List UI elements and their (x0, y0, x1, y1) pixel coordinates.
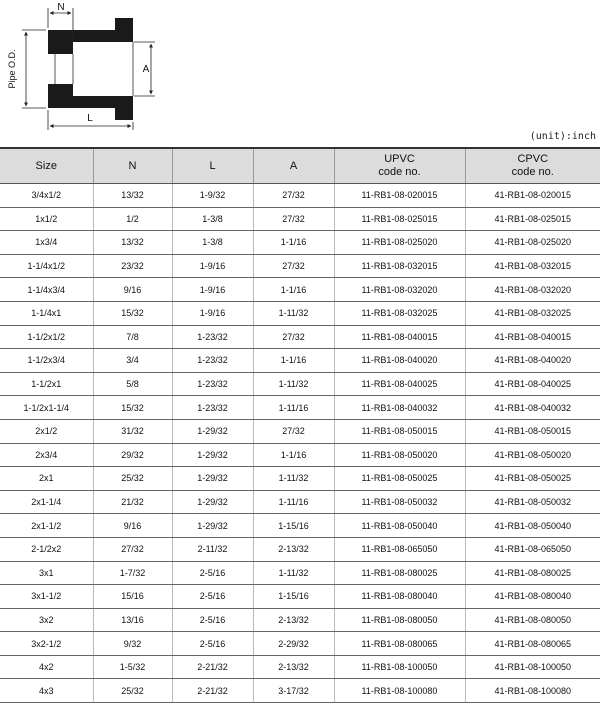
cell-a: 2-13/32 (253, 537, 334, 561)
cell-a: 1-1/16 (253, 278, 334, 302)
cell-upvc-code: 11-RB1-08-032025 (334, 301, 465, 325)
cell-n: 27/32 (93, 537, 172, 561)
cell-a: 2-29/32 (253, 632, 334, 656)
cell-upvc-code: 11-RB1-08-040020 (334, 349, 465, 373)
table-row (0, 184, 600, 208)
cell-upvc-code: 11-RB1-08-050040 (334, 514, 465, 538)
cell-a: 27/32 (253, 254, 334, 278)
cell-n: 13/32 (93, 184, 172, 208)
cell-l: 1-29/32 (172, 490, 253, 514)
unit-note: (unit):inch (529, 131, 596, 142)
cell-upvc-code: 11-RB1-08-080025 (334, 561, 465, 585)
cell-size: 3x1-1/2 (0, 585, 93, 609)
cell-a: 27/32 (253, 207, 334, 231)
dim-label-a: A (142, 64, 150, 75)
cell-upvc-code: 11-RB1-08-080040 (334, 585, 465, 609)
table-row (0, 372, 600, 396)
cell-size: 1-1/4x1 (0, 301, 93, 325)
table-body (0, 184, 600, 703)
cell-n: 31/32 (93, 419, 172, 443)
cell-n: 1/2 (93, 207, 172, 231)
cell-l: 2-21/32 (172, 679, 253, 703)
column-header-l (172, 148, 253, 184)
table-row (0, 419, 600, 443)
cell-l: 2-5/16 (172, 608, 253, 632)
cell-size: 1-1/2x1-1/4 (0, 396, 93, 420)
table-row (0, 207, 600, 231)
cell-a: 1-11/16 (253, 490, 334, 514)
bushing-top-wall (48, 18, 133, 54)
cell-cpvc-code: 41-RB1-08-080050 (465, 608, 600, 632)
dim-label-n: N (57, 2, 65, 13)
cell-upvc-code: 11-RB1-08-050015 (334, 419, 465, 443)
cell-upvc-code: 11-RB1-08-040032 (334, 396, 465, 420)
cell-l: 1-9/16 (172, 254, 253, 278)
cell-n: 15/16 (93, 585, 172, 609)
table-row (0, 655, 600, 679)
cell-size: 1-1/4x3/4 (0, 278, 93, 302)
column-header-sublabel: code no. (511, 166, 554, 178)
cell-l: 1-29/32 (172, 514, 253, 538)
cell-a: 27/32 (253, 184, 334, 208)
cell-cpvc-code: 41-RB1-08-040015 (465, 325, 600, 349)
cell-cpvc-code: 41-RB1-08-050015 (465, 419, 600, 443)
cell-n: 9/16 (93, 514, 172, 538)
cell-l: 2-11/32 (172, 537, 253, 561)
cell-n: 7/8 (93, 325, 172, 349)
cell-n: 15/32 (93, 396, 172, 420)
cell-cpvc-code: 41-RB1-08-080065 (465, 632, 600, 656)
table-row (0, 490, 600, 514)
table-row (0, 467, 600, 491)
cell-size: 1x1/2 (0, 207, 93, 231)
cell-a: 1-11/32 (253, 467, 334, 491)
cell-upvc-code: 11-RB1-08-050020 (334, 443, 465, 467)
cell-size: 2x3/4 (0, 443, 93, 467)
cell-upvc-code: 11-RB1-08-065050 (334, 537, 465, 561)
cell-l: 1-29/32 (172, 443, 253, 467)
dim-label-l: L (87, 113, 93, 124)
column-header-a (253, 148, 334, 184)
column-header-label: L (209, 159, 216, 172)
cell-cpvc-code: 41-RB1-08-040025 (465, 372, 600, 396)
cell-upvc-code: 11-RB1-08-100050 (334, 655, 465, 679)
cell-size: 4x3 (0, 679, 93, 703)
cell-cpvc-code: 41-RB1-08-050025 (465, 467, 600, 491)
cell-size: 3x1 (0, 561, 93, 585)
cell-cpvc-code: 41-RB1-08-080040 (465, 585, 600, 609)
cell-l: 1-23/32 (172, 349, 253, 373)
cell-l: 1-9/32 (172, 184, 253, 208)
cell-cpvc-code: 41-RB1-08-032015 (465, 254, 600, 278)
cell-upvc-code: 11-RB1-08-040025 (334, 372, 465, 396)
cell-l: 2-5/16 (172, 561, 253, 585)
cell-l: 2-5/16 (172, 585, 253, 609)
cell-l: 1-23/32 (172, 325, 253, 349)
cell-a: 1-1/16 (253, 349, 334, 373)
cell-a: 1-15/16 (253, 585, 334, 609)
table-row (0, 231, 600, 255)
cell-upvc-code: 11-RB1-08-050025 (334, 467, 465, 491)
column-header-cpvc-code (465, 148, 600, 184)
bushing-cross-section-diagram (0, 0, 200, 140)
cell-n: 13/16 (93, 608, 172, 632)
cell-a: 27/32 (253, 325, 334, 349)
bushing-spec-table (0, 147, 600, 703)
cell-a: 27/32 (253, 419, 334, 443)
table-row (0, 632, 600, 656)
cell-n: 3/4 (93, 349, 172, 373)
cell-l: 1-3/8 (172, 207, 253, 231)
cell-size: 1-1/4x1/2 (0, 254, 93, 278)
cell-l: 1-9/16 (172, 278, 253, 302)
table-row (0, 608, 600, 632)
cell-cpvc-code: 41-RB1-08-080025 (465, 561, 600, 585)
cell-size: 3/4x1/2 (0, 184, 93, 208)
cell-size: 2x1-1/4 (0, 490, 93, 514)
cell-a: 1-15/16 (253, 514, 334, 538)
cell-cpvc-code: 41-RB1-08-050020 (465, 443, 600, 467)
cell-a: 1-1/16 (253, 443, 334, 467)
cell-cpvc-code: 41-RB1-08-025020 (465, 231, 600, 255)
cell-cpvc-code: 41-RB1-08-050040 (465, 514, 600, 538)
cell-a: 1-1/16 (253, 231, 334, 255)
cell-cpvc-code: 41-RB1-08-040020 (465, 349, 600, 373)
table-row (0, 679, 600, 703)
cell-upvc-code: 11-RB1-08-050032 (334, 490, 465, 514)
cell-cpvc-code: 41-RB1-08-025015 (465, 207, 600, 231)
cell-size: 1-1/2x1/2 (0, 325, 93, 349)
table-row (0, 514, 600, 538)
table-row (0, 585, 600, 609)
column-header-label: N (128, 159, 137, 172)
column-header-size (0, 148, 93, 184)
cell-n: 13/32 (93, 231, 172, 255)
cell-n: 25/32 (93, 679, 172, 703)
cell-cpvc-code: 41-RB1-08-040032 (465, 396, 600, 420)
cell-l: 1-23/32 (172, 396, 253, 420)
cell-upvc-code: 11-RB1-08-032020 (334, 278, 465, 302)
cell-n: 25/32 (93, 467, 172, 491)
table-row (0, 254, 600, 278)
cell-cpvc-code: 41-RB1-08-050032 (465, 490, 600, 514)
cell-size: 4x2 (0, 655, 93, 679)
column-header-upvc-code (334, 148, 465, 184)
cell-size: 2x1-1/2 (0, 514, 93, 538)
cell-a: 1-11/16 (253, 396, 334, 420)
cell-n: 9/16 (93, 278, 172, 302)
table-row (0, 561, 600, 585)
table-row (0, 301, 600, 325)
column-header-label: Size (35, 159, 57, 172)
header-row (0, 148, 600, 184)
cell-size: 1x3/4 (0, 231, 93, 255)
cell-n: 9/32 (93, 632, 172, 656)
cell-cpvc-code: 41-RB1-08-065050 (465, 537, 600, 561)
table-header (0, 148, 600, 184)
cell-a: 1-11/32 (253, 301, 334, 325)
table-row (0, 325, 600, 349)
cell-upvc-code: 11-RB1-08-020015 (334, 184, 465, 208)
dim-label-pipe-od: Pipe O.D. (7, 49, 17, 89)
cell-a: 1-11/32 (253, 561, 334, 585)
cell-l: 1-23/32 (172, 372, 253, 396)
cell-a: 1-11/32 (253, 372, 334, 396)
cell-l: 1-29/32 (172, 419, 253, 443)
column-header-label: A (289, 159, 298, 172)
cell-cpvc-code: 41-RB1-08-020015 (465, 184, 600, 208)
cell-l: 1-9/16 (172, 301, 253, 325)
column-header-n (93, 148, 172, 184)
cell-n: 1-7/32 (93, 561, 172, 585)
table-row (0, 349, 600, 373)
table-row (0, 443, 600, 467)
cell-size: 2x1 (0, 467, 93, 491)
table-row (0, 278, 600, 302)
cell-l: 2-21/32 (172, 655, 253, 679)
cell-size: 3x2-1/2 (0, 632, 93, 656)
cell-upvc-code: 11-RB1-08-100080 (334, 679, 465, 703)
cell-size: 3x2 (0, 608, 93, 632)
cell-n: 5/8 (93, 372, 172, 396)
column-header-label: CPVC (517, 153, 549, 165)
cell-upvc-code: 11-RB1-08-040015 (334, 325, 465, 349)
column-header-sublabel: code no. (378, 166, 421, 178)
cell-size: 2-1/2x2 (0, 537, 93, 561)
cell-size: 1-1/2x1 (0, 372, 93, 396)
cell-size: 1-1/2x3/4 (0, 349, 93, 373)
cell-upvc-code: 11-RB1-08-025020 (334, 231, 465, 255)
cell-upvc-code: 11-RB1-08-025015 (334, 207, 465, 231)
cell-cpvc-code: 41-RB1-08-100050 (465, 655, 600, 679)
cell-l: 2-5/16 (172, 632, 253, 656)
cell-a: 2-13/32 (253, 608, 334, 632)
cell-upvc-code: 11-RB1-08-080050 (334, 608, 465, 632)
table-row (0, 537, 600, 561)
cell-l: 1-29/32 (172, 467, 253, 491)
cell-l: 1-3/8 (172, 231, 253, 255)
cell-n: 15/32 (93, 301, 172, 325)
cell-n: 23/32 (93, 254, 172, 278)
cell-upvc-code: 11-RB1-08-032015 (334, 254, 465, 278)
cell-n: 21/32 (93, 490, 172, 514)
cell-n: 1-5/32 (93, 655, 172, 679)
cell-a: 3-17/32 (253, 679, 334, 703)
cell-upvc-code: 11-RB1-08-080065 (334, 632, 465, 656)
column-header-label: UPVC (384, 153, 415, 165)
cell-cpvc-code: 41-RB1-08-100080 (465, 679, 600, 703)
cell-a: 2-13/32 (253, 655, 334, 679)
table-row (0, 396, 600, 420)
cell-cpvc-code: 41-RB1-08-032020 (465, 278, 600, 302)
cell-cpvc-code: 41-RB1-08-032025 (465, 301, 600, 325)
cell-n: 29/32 (93, 443, 172, 467)
cell-size: 2x1/2 (0, 419, 93, 443)
